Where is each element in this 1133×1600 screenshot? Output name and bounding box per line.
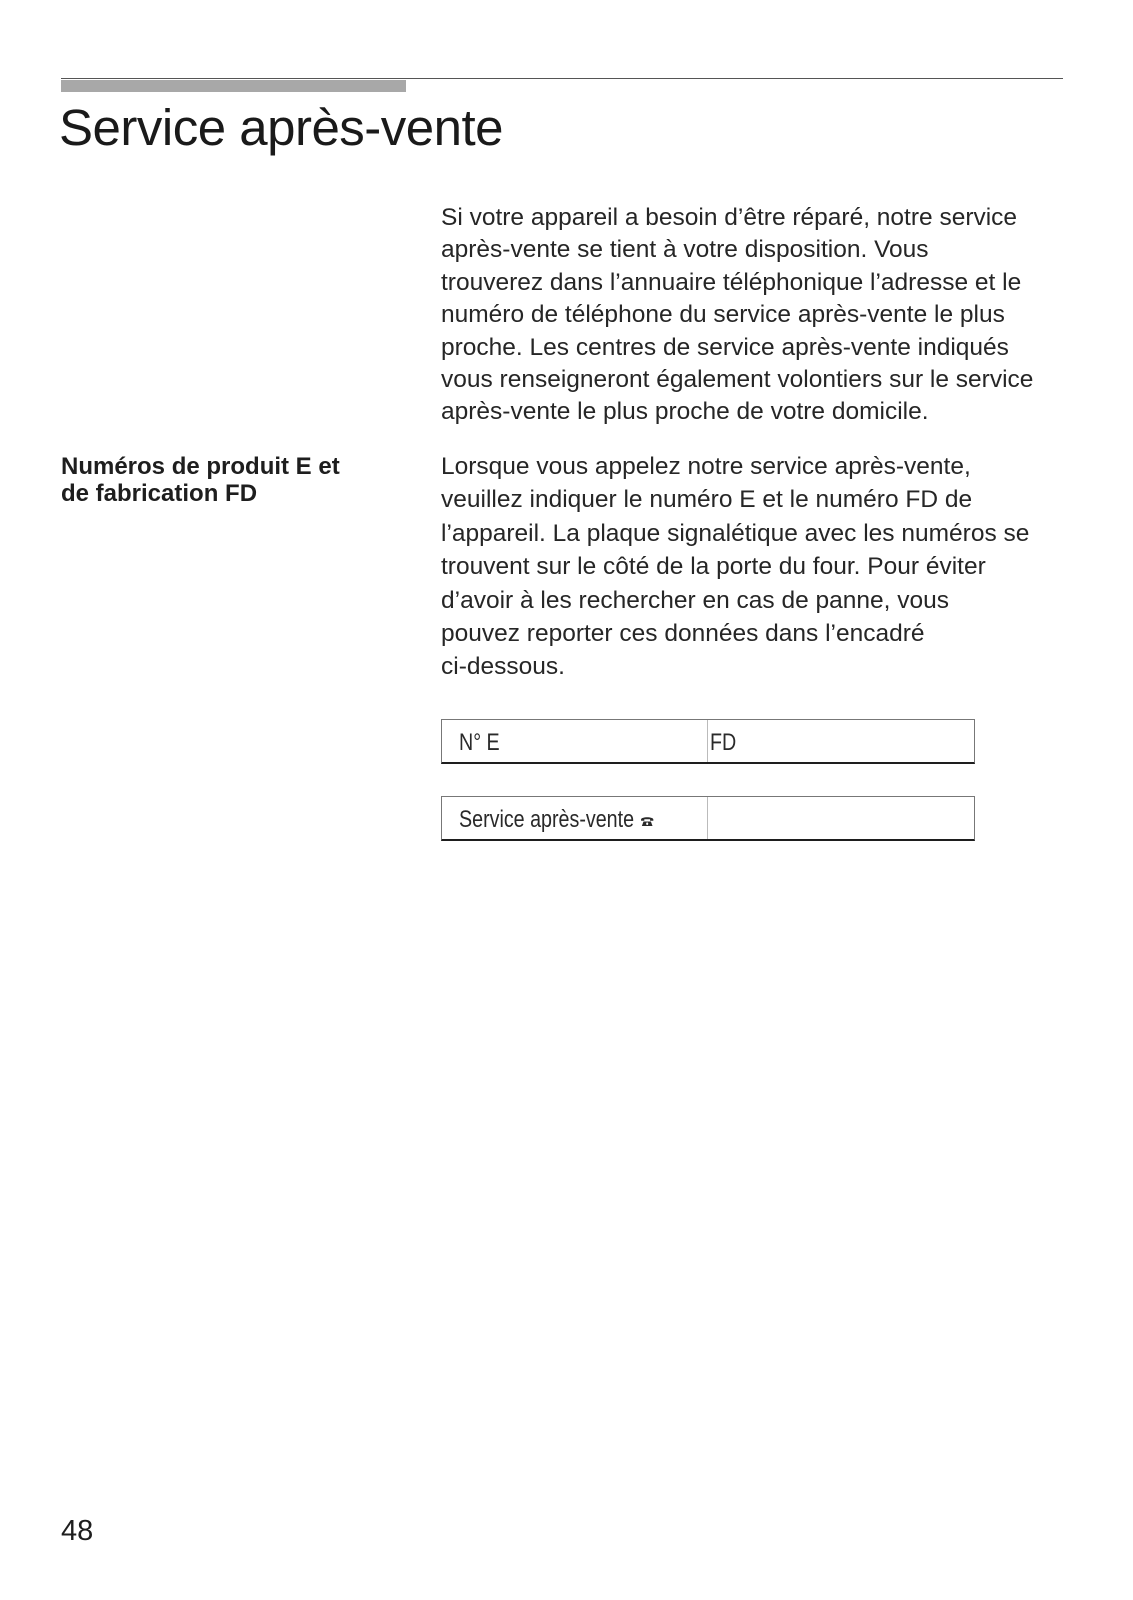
intro-line: après-vente le plus proche de votre domicile. bbox=[441, 398, 929, 426]
product-numbers-line: l’appareil. La plaque signalétique avec les numéros se bbox=[441, 519, 1030, 547]
intro-paragraph bbox=[441, 202, 1071, 429]
product-numbers-line: trouvent sur le côté de la porte du four. Pour éviter bbox=[441, 553, 986, 581]
intro-line: proche. Les centres de service après-vente indiqués bbox=[441, 333, 1009, 361]
section-heading-line: Numéros de produit E et bbox=[61, 453, 340, 480]
product-numbers-line: Lorsque vous appelez notre service après-vente, bbox=[441, 453, 971, 480]
product-numbers-line: pouvez reporter ces données dans l’encadré bbox=[441, 620, 925, 648]
box-divider bbox=[707, 797, 708, 839]
section-heading-line: de fabrication FD bbox=[61, 480, 258, 507]
telephone-icon bbox=[641, 806, 655, 834]
fd-number-label: FD bbox=[710, 729, 737, 756]
e-number-label: N° E bbox=[459, 729, 500, 756]
header-accent-bar bbox=[61, 80, 406, 92]
product-numbers-line: ci-dessous. bbox=[441, 653, 565, 681]
intro-line: numéro de téléphone du service après-vente le plus bbox=[441, 301, 1005, 329]
service-contact-text: Service après-vente bbox=[459, 806, 635, 833]
service-contact-box bbox=[441, 796, 975, 841]
page-number: 48 bbox=[61, 1515, 94, 1547]
product-numbers-line: d’avoir à les rechercher en cas de panne, vous bbox=[441, 586, 949, 614]
intro-line: trouverez dans l’annuaire téléphonique l’adresse et le bbox=[441, 268, 1022, 296]
product-numbers-line: veuillez indiquer le numéro E et le numéro FD de bbox=[441, 486, 973, 514]
service-contact-label bbox=[459, 806, 655, 835]
header-rule bbox=[61, 78, 1063, 79]
intro-line: vous renseigneront également volontiers sur le service bbox=[441, 366, 1034, 394]
page-title: Service après-vente bbox=[59, 99, 504, 156]
intro-line: Si votre appareil a besoin d’être réparé, notre service bbox=[441, 204, 1018, 231]
product-number-box bbox=[441, 719, 975, 764]
intro-line: après-vente se tient à votre disposition. Vous bbox=[441, 236, 929, 264]
box-divider bbox=[707, 720, 708, 762]
product-numbers-paragraph bbox=[441, 450, 1071, 684]
section-heading-product-numbers bbox=[61, 453, 401, 507]
